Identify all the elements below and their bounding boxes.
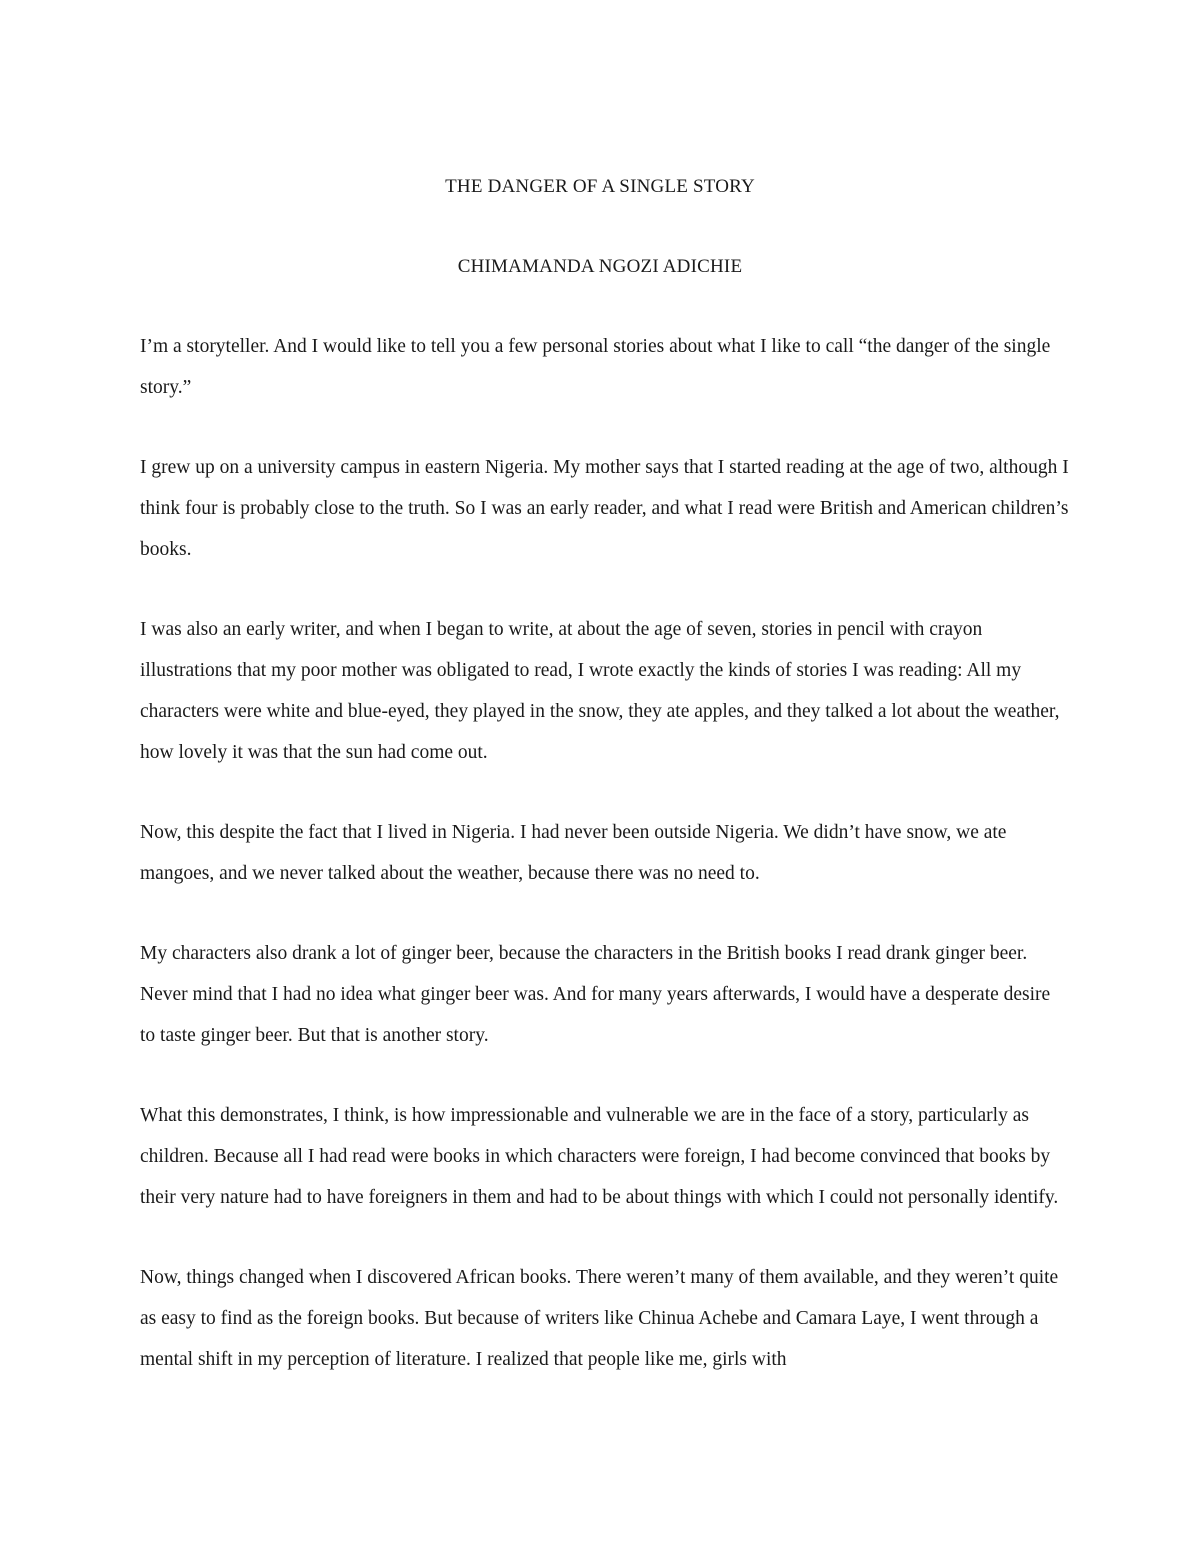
paragraph: My characters also drank a lot of ginger beer, because the characters in the British books I read drank ginger beer. Never mind that I had no idea what ginger beer was. And for many years afterwards, I would have a desperate desire to taste ginger beer. But that is another story. [140, 943, 1051, 1046]
paragraph: What this demonstrates, I think, is how impressionable and vulnerable we are in the face of a story, particularly as children. Because all I had read were books in which characters were foreign, I had become convinced that books by their very nature had to have foreigners in them and had to be about things with which I could not personally identify. [140, 1105, 1059, 1208]
paragraph: I’m a storyteller. And I would like to tell you a few personal stories about what I like to call “the danger of the single story.” [140, 336, 1051, 398]
paragraph: Now, things changed when I discovered African books. There weren’t many of them available, and they weren’t quite as easy to find as the foreign books. But because of writers like Chinua Achebe and Camara Laye, I went through a mental shift in my perception of literature. I realized that people like me, girls with [140, 1267, 1059, 1370]
document-title: THE DANGER OF A SINGLE STORY [445, 176, 755, 197]
document-body [140, 326, 1070, 1419]
paragraph: I grew up on a university campus in eastern Nigeria. My mother says that I started reading at the age of two, although I think four is probably close to the truth. So I was an early reader, and what I read were British and American children’s books. [140, 457, 1069, 560]
paragraph: I was also an early writer, and when I began to write, at about the age of seven, stories in pencil with crayon illustrations that my poor mother was obligated to read, I wrote exactly the kinds of stories I was reading: All my characters were white and blue-eyed, they played in the snow, they ate apples, and they talked a lot about the weather, how lovely it was that the sun had come out. [140, 619, 1060, 763]
paragraph: Now, this despite the fact that I lived in Nigeria. I had never been outside Nigeria. We didn’t have snow, we ate mangoes, and we never talked about the weather, because there was no need to. [140, 822, 1007, 884]
document-author: CHIMAMANDA NGOZI ADICHIE [457, 256, 743, 277]
